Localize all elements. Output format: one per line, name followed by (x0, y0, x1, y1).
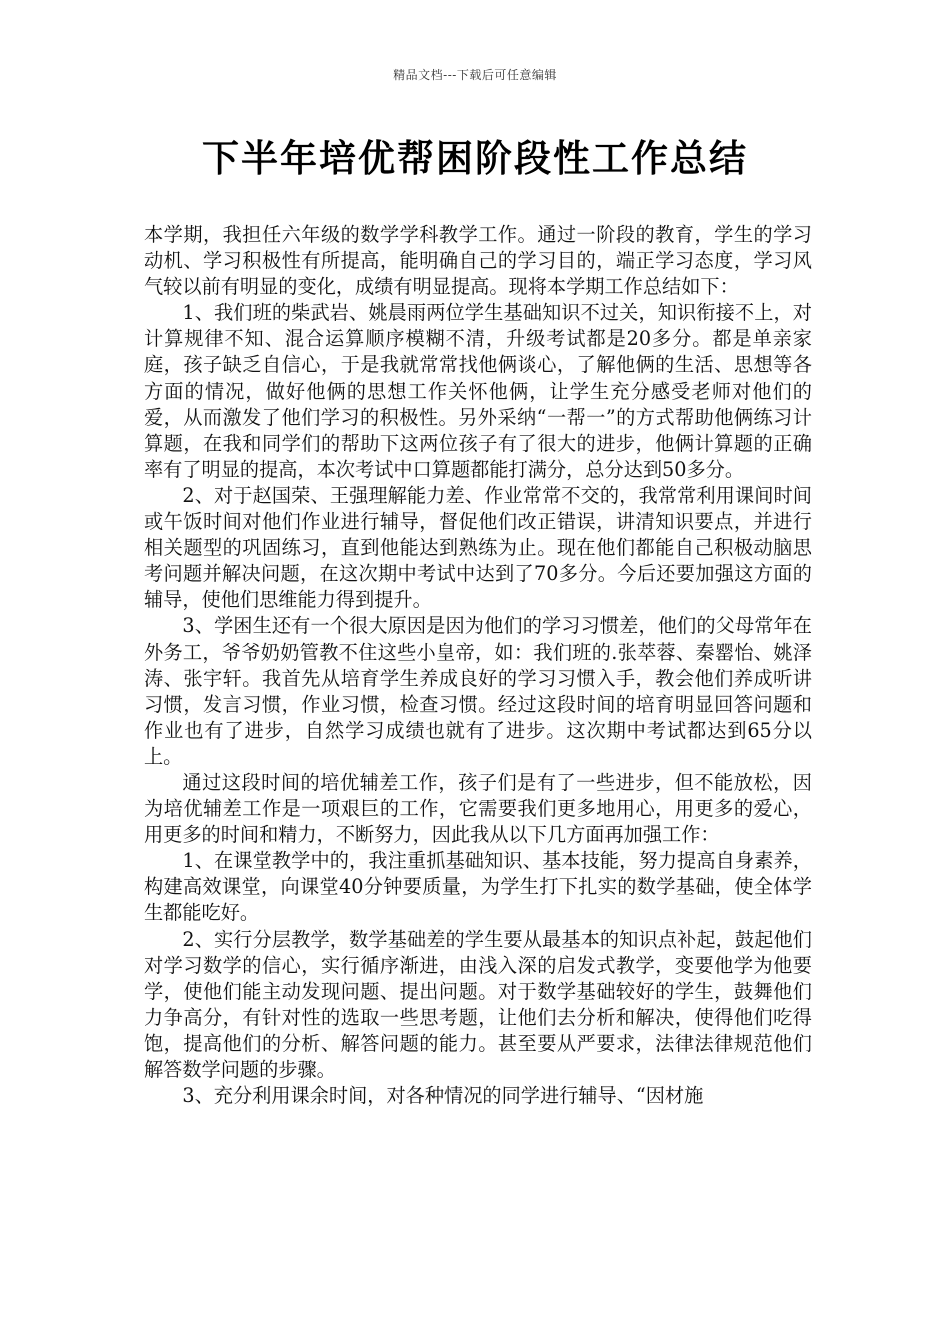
paragraph-point-3: 3、学困生还有一个很大原因是因为他们的学习习惯差，他们的父母常年在外务工，爷爷奶奶管教不住这些小皇帝，如：我们班的.张萃蓉、秦罂怡、姚泽涛、张宇轩。我首先从培育学生养成良好的学习习惯入手，教会他们养成听讲习惯，发言习惯，作业习惯，检查习惯。经过这段时间的培育明显回答问题和作业也有了进步，自然学习成绩也就有了进步。这次期中考试都达到65分以上。 (144, 614, 812, 768)
paragraph-transition: 通过这段时间的培优辅差工作，孩子们是有了一些进步，但不能放松，因为培优辅差工作是一项艰巨的工作，它需要我们更多地用心，用更多的爱心，用更多的时间和精力，不断努力，因此我从以下几方面再加强工作： (144, 770, 812, 847)
paragraph-measure-2: 2、实行分层教学，数学基础差的学生要从最基本的知识点补起，鼓起他们对学习数学的信心，实行循序渐进，由浅入深的启发式教学，变要他学为他要学，使他们能主动发现问题、提出问题。对于数学基础较好的学生，鼓舞他们力争高分，有针对性的选取一些思考题，让他们去分析和解决，使得他们吃得饱，提高他们的分析、解答问题的能力。甚至要从严要求，法律法律规范他们解答数学问题的步骤。 (144, 927, 812, 1081)
header-note: 精品文档---下载后可任意编辑 (393, 68, 557, 82)
paragraph-point-1: 1、我们班的柴武岩、姚晨雨两位学生基础知识不过关，知识衔接不上，对计算规律不知、混合运算顺序模糊不清，升级考试都是20多分。都是单亲家庭，孩子缺乏自信心，于是我就常常找他俩谈心，了解他俩的生活、思想等各方面的情况，做好他俩的思想工作关怀他俩，让学生充分感受老师对他们的爱，从而激发了他们学习的积极性。另外采纳“一帮一”的方式帮助他俩练习计算题，在我和同学们的帮助下这两位孩子有了很大的进步，他俩计算题的正确率有了明显的提高，本次考试中口算题都能打满分，总分达到50多分。 (144, 301, 812, 481)
document-title: 下半年培优帮困阶段性工作总结 (202, 136, 748, 180)
paragraph-point-2: 2、对于赵国荣、王强理解能力差、作业常常不交的，我常常利用课间时间或午饭时间对他们作业进行辅导，督促他们改正错误，讲清知识要点，并进行相关题型的巩固练习，直到他能达到熟练为止。现在他们都能自己积极动脑思考问题并解决问题，在这次期中考试中达到了70多分。今后还要加强这方面的辅导，使他们思维能力得到提升。 (144, 483, 812, 612)
paragraph-measure-1: 1、在课堂教学中的，我注重抓基础知识、基本技能，努力提高自身素养，构建高效课堂，向课堂40分钟要质量，为学生打下扎实的数学基础，使全体学生都能吃好。 (144, 849, 812, 925)
paragraph-intro: 本学期，我担任六年级的数学学科教学工作。通过一阶段的教育，学生的学习动机、学习积极性有所提高，能明确自己的学习目的，端正学习态度，学习风气较以前有明显的变化，成绩有明显提高。现将本学期工作总结如下： (144, 223, 812, 299)
paragraph-measure-3: 3、充分利用课余时间，对各种情况的同学进行辅导、“因材施 (182, 1084, 704, 1108)
document-body (144, 222, 812, 1109)
